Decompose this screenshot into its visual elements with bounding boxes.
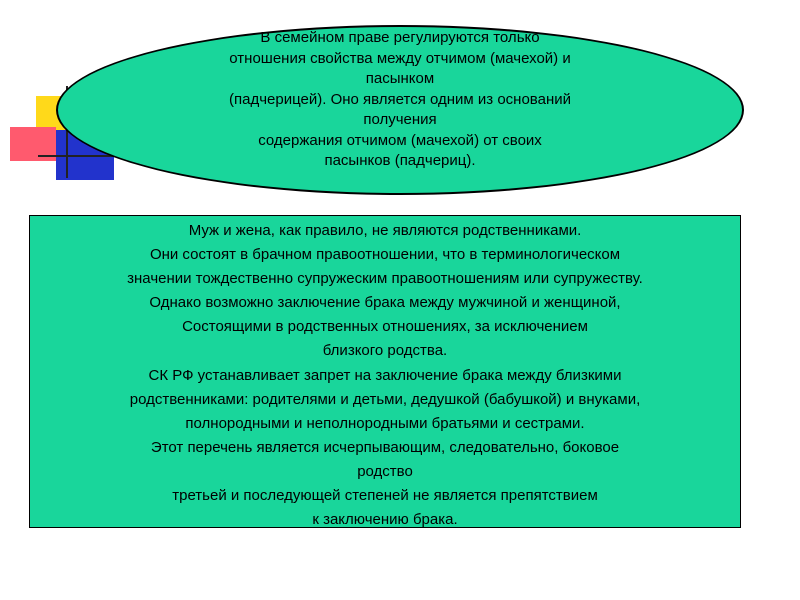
text-box [29,215,741,528]
oval-callout-text: В семейном праве регулируются только отношения свойства между отчимом (мачехой) и пасынком (падчерицей). Оно является одним из оснований получения содержания отчимом (мачехой) от своих пасынков (падчериц). [229,29,571,169]
text-box-content: Муж и жена, как правило, не являются родственниками. Они состоят в брачном правоотношении, что в терминологическом значении тождественно супружеским правоотношениям или супружеству. Однако возможно заключение брака между мужчиной и женщиной, Состоящими в родственных отношениях, за исключением близкого родства. СК РФ устанавливает запрет на заключение брака между близкими родственниками: родителями и детьми, дедушкой (бабушкой) и внуками, полнородными и неполнородными братьями и сестрами. Этот перечень является исчерпывающим, следовательно, боковое родство третьей и последующей степеней не является препятствием к заключению брака. [127,222,643,529]
